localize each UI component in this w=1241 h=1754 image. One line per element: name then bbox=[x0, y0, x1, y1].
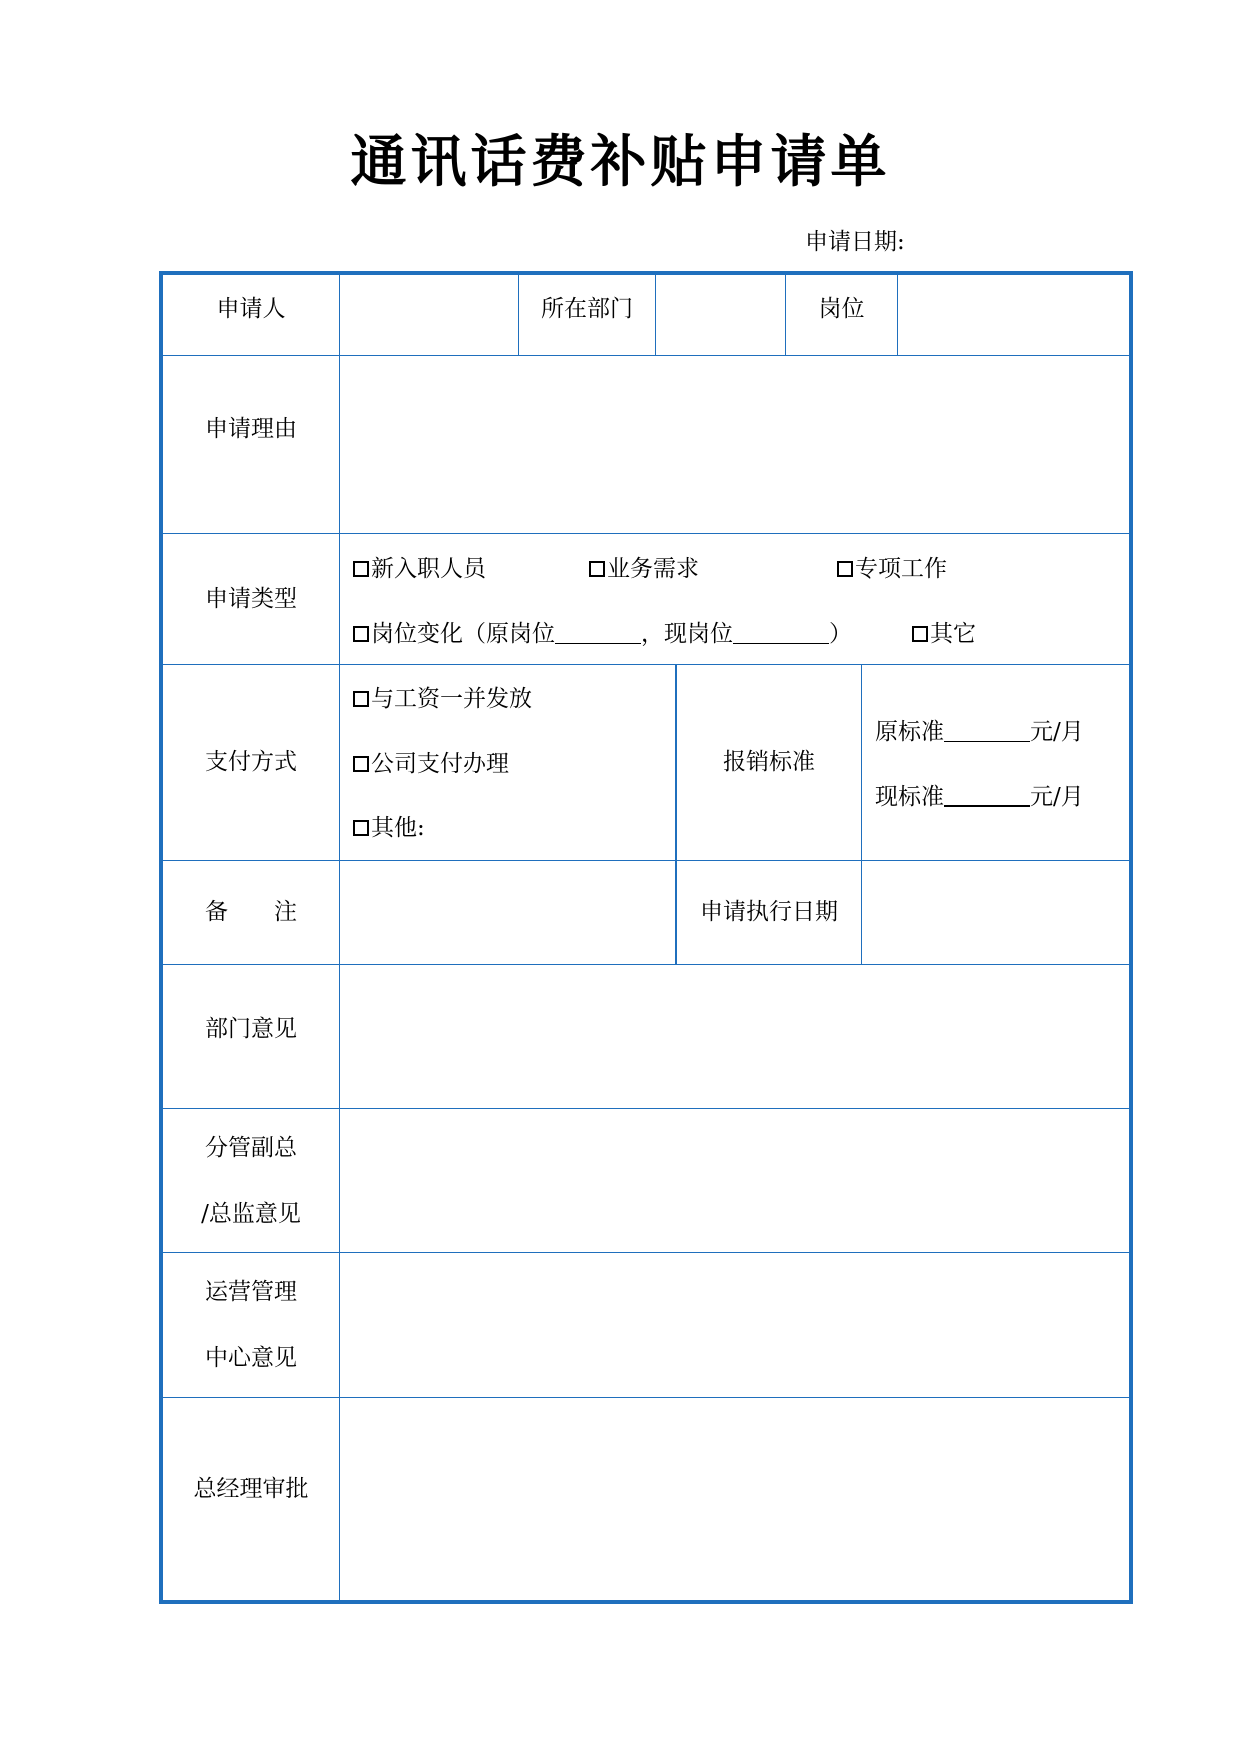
ops-opinion-line-2: 中心意见 bbox=[205, 1345, 297, 1371]
vp-opinion-line-2: /总监意见 bbox=[201, 1200, 301, 1227]
remark-field[interactable] bbox=[340, 861, 675, 964]
gm-approval-field[interactable] bbox=[340, 1398, 1129, 1600]
reason-label: 申请理由 bbox=[205, 416, 297, 442]
checkbox-icon bbox=[353, 561, 369, 577]
current-standard-line bbox=[875, 778, 1084, 811]
applicant-field[interactable] bbox=[340, 275, 518, 355]
type-option-special-work[interactable] bbox=[837, 550, 947, 583]
type-option-new-hire-label: 新入职人员 bbox=[371, 556, 486, 582]
position-change-mid: ，现岗位 bbox=[641, 621, 733, 647]
remark-label: 备 注 bbox=[205, 899, 297, 925]
type-option-business-need[interactable] bbox=[589, 550, 699, 583]
position-change-prefix: 岗位变化（原岗位 bbox=[371, 621, 555, 647]
form-title: 通讯话费补贴申请单 bbox=[350, 130, 891, 195]
original-standard-unit: 元/月 bbox=[1030, 719, 1084, 745]
type-option-other[interactable] bbox=[912, 615, 976, 648]
vp-opinion-label bbox=[163, 1109, 339, 1252]
payment-option-other-label: 其他: bbox=[371, 815, 425, 841]
checkbox-icon bbox=[837, 561, 853, 577]
reimburse-standard-label: 报销标准 bbox=[723, 749, 815, 775]
current-standard-prefix: 现标准 bbox=[875, 784, 944, 810]
payment-option-company-pay-label: 公司支付办理 bbox=[371, 751, 509, 777]
application-form-table bbox=[159, 271, 1133, 1604]
apply-date-label: 申请日期: bbox=[805, 229, 905, 255]
department-label: 所在部门 bbox=[541, 295, 633, 322]
type-option-special-work-label: 专项工作 bbox=[855, 556, 947, 582]
checkbox-icon bbox=[353, 756, 369, 772]
payment-option-with-salary[interactable] bbox=[353, 680, 532, 713]
applicant-label: 申请人 bbox=[216, 295, 286, 322]
dept-opinion-field[interactable] bbox=[340, 965, 1129, 1108]
original-standard-prefix: 原标准 bbox=[875, 719, 944, 745]
checkbox-icon bbox=[912, 626, 928, 642]
type-option-business-need-label: 业务需求 bbox=[607, 556, 699, 582]
ops-opinion-label bbox=[163, 1253, 339, 1397]
dept-opinion-label: 部门意见 bbox=[205, 1016, 297, 1042]
current-standard-unit: 元/月 bbox=[1030, 784, 1084, 810]
type-label: 申请类型 bbox=[205, 585, 297, 612]
current-standard-blank[interactable] bbox=[944, 785, 1030, 807]
position-label: 岗位 bbox=[818, 295, 865, 322]
execute-date-label: 申请执行日期 bbox=[700, 899, 838, 925]
type-option-new-hire[interactable] bbox=[353, 550, 486, 583]
checkbox-icon bbox=[353, 691, 369, 707]
vp-opinion-line-1: 分管副总 bbox=[205, 1134, 297, 1161]
checkbox-icon bbox=[589, 561, 605, 577]
ops-opinion-line-1: 运营管理 bbox=[205, 1279, 297, 1305]
execute-date-field[interactable] bbox=[862, 861, 1129, 964]
ops-opinion-field[interactable] bbox=[340, 1253, 1129, 1397]
checkbox-icon bbox=[353, 820, 369, 836]
payment-option-other[interactable] bbox=[353, 809, 425, 842]
original-position-blank[interactable] bbox=[555, 623, 641, 644]
position-change-suffix: ） bbox=[829, 621, 852, 647]
type-option-other-label: 其它 bbox=[930, 621, 976, 647]
type-option-position-change[interactable] bbox=[353, 615, 852, 648]
payment-label: 支付方式 bbox=[205, 749, 297, 775]
vp-opinion-field[interactable] bbox=[340, 1109, 1129, 1252]
payment-option-with-salary-label: 与工资一并发放 bbox=[371, 686, 532, 712]
current-position-blank[interactable] bbox=[733, 623, 829, 644]
reason-field[interactable] bbox=[340, 356, 1129, 533]
payment-option-company-pay[interactable] bbox=[353, 745, 509, 778]
original-standard-blank[interactable] bbox=[944, 721, 1030, 742]
checkbox-icon bbox=[353, 626, 369, 642]
department-field[interactable] bbox=[656, 275, 785, 355]
position-field[interactable] bbox=[898, 275, 1129, 355]
gm-approval-label: 总经理审批 bbox=[193, 1475, 309, 1502]
original-standard-line bbox=[875, 713, 1084, 746]
